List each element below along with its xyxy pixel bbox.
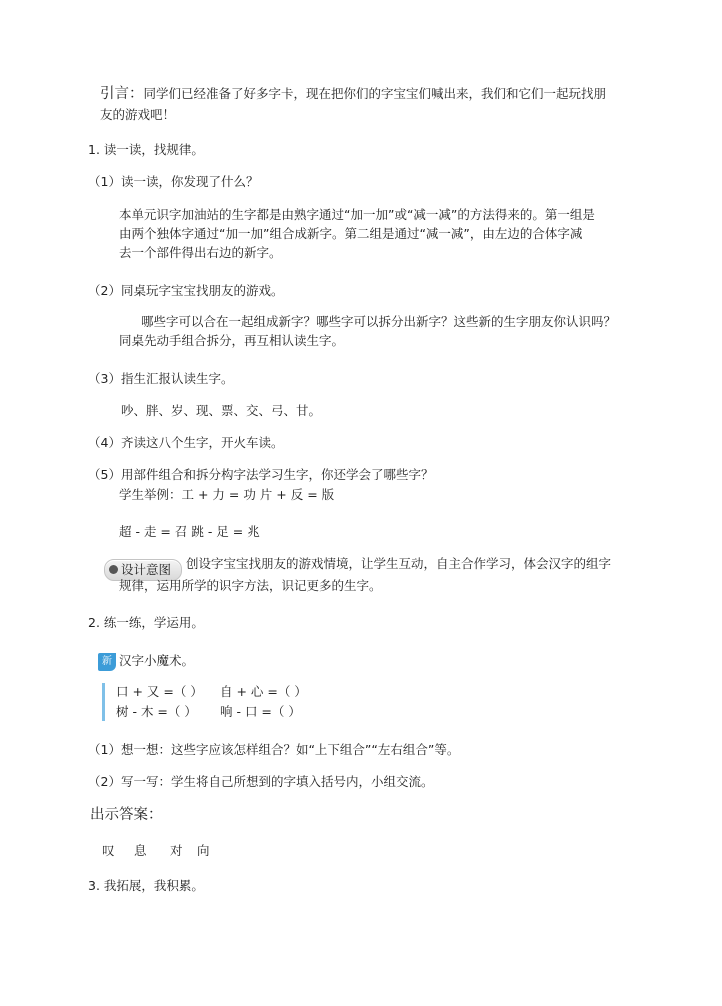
intro-line-1: [100, 86, 606, 102]
design-intent-para-1: 创设字宝宝找朋友的游戏情境，让学生互动，自主合作学习，体会汉字的组字: [186, 556, 612, 571]
sub-3-chars: 吵、胖、岁、现、票、交、弓、甘。: [121, 403, 322, 418]
intro-line-2: 友的游戏吧！: [100, 107, 176, 122]
bullet-icon: [109, 565, 118, 574]
new-badge-icon: 新: [98, 653, 116, 671]
question-2: （2）写一写：学生将自己所想到的字填入括号内，小组交流。: [88, 774, 434, 789]
sub-1-para-1: 本单元识字加油站的生字都是由熟字通过“加一加”或“减一减”的方法得来的。第一组是: [119, 207, 595, 222]
answer-title: 出示答案：: [90, 807, 163, 823]
design-intent-para-2: 规律，运用所学的识字方法，识记更多的生字。: [119, 578, 382, 593]
section-3-heading: 3. 我拓展，我积累。: [88, 878, 204, 893]
magic-row-2b: 响 - 口 =（ ）: [220, 704, 301, 719]
sub-4-title: （4）齐读这八个生字，开火车读。: [88, 435, 284, 450]
sub-1-para-2: 由两个独体字通过“加一加”组合成新字。第二组是通过“减一减”，由左边的合体字减: [119, 226, 583, 241]
exercise-bar: [102, 683, 105, 721]
magic-title: 汉字小魔术。: [119, 653, 195, 668]
sub-5-example-2: 超 - 走 = 召 跳 - 足 = 兆: [119, 524, 260, 539]
sub-5-title: （5）用部件组合和拆分构字法学习生字，你还学会了哪些字？: [88, 467, 434, 482]
sub-1-para-3: 去一个部件得出右边的新字。: [119, 245, 282, 260]
sub-2-para-2: 同桌先动手组合拆分，再互相认读生字。: [119, 333, 345, 348]
intro-label: 引言：: [100, 86, 144, 102]
answer-3: 对: [170, 843, 183, 858]
magic-row-1b: 自 + 心 =（ ）: [220, 684, 307, 699]
sub-2-title: （2）同桌玩字宝宝找朋友的游戏。: [88, 283, 284, 298]
sub-3-title: （3）指生汇报认读生字。: [88, 371, 234, 386]
section-2-heading: 2. 练一练，学运用。: [88, 615, 204, 630]
sub-1-title: （1）读一读，你发现了什么？: [88, 174, 259, 189]
question-1: （1）想一想：这些字应该怎样组合？如“上下组合”“左右组合”等。: [88, 742, 460, 757]
magic-row-1a: 口 + 又 =（ ）: [116, 684, 203, 699]
intro-text-1: 同学们已经准备了好多字卡，现在把你们的字宝宝们喊出来，我们和它们一起玩找朋: [143, 86, 607, 101]
sub-2-para-1: 哪些字可以合在一起组成新字？哪些字可以拆分出新字？这些新的生字朋友你认识吗？: [141, 314, 617, 329]
magic-row-2a: 树 - 木 =（ ）: [116, 704, 197, 719]
answer-4: 向: [197, 843, 210, 858]
design-intent-label: 设计意图: [121, 562, 172, 577]
answer-1: 叹: [102, 843, 115, 858]
section-1-heading: 1. 读一读，找规律。: [88, 142, 204, 157]
sub-5-example-1: 学生举例：工 + 力 = 功 片 + 反 = 版: [119, 487, 335, 502]
answer-2: 息: [134, 843, 147, 858]
